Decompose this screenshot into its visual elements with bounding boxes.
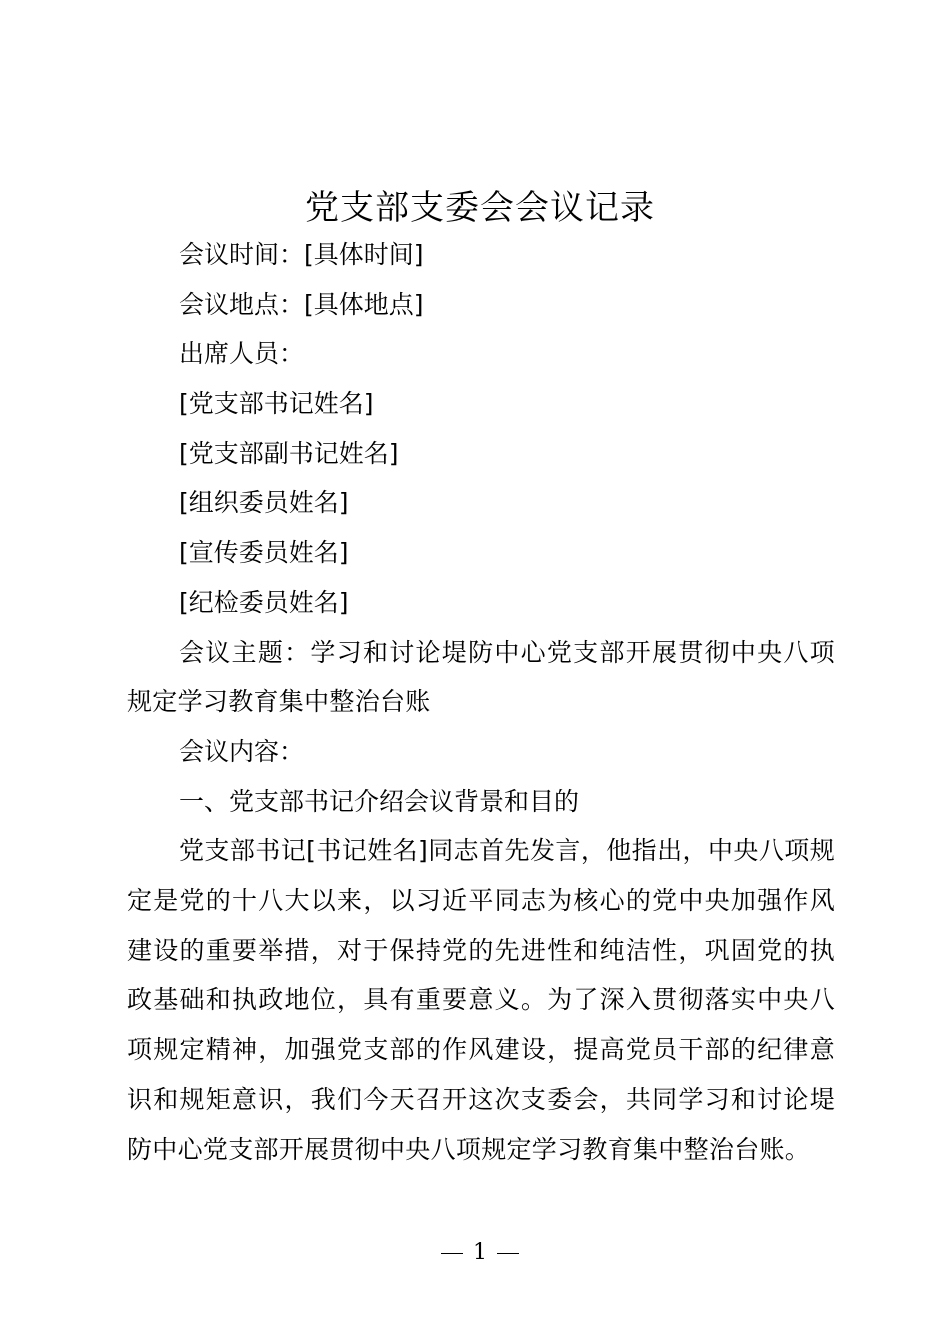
attendee-publicity-member: [宣传委员姓名] [179,538,349,568]
meeting-time: 会议时间：[具体时间] [179,240,424,269]
attendee-discipline-member: [纪检委员姓名] [179,587,349,617]
page-footer [0,1236,950,1270]
section-1-paragraph: 党支部书记[书记姓名]同志首先发言，他指出，中央八项规定是党的十八大以来，以习近平同志为核心的党中央加强作风建设的重要举措，对于保持党的先进性和纯洁性，巩固党的执政基础和执政地位，具有重要意义。为了深入贯彻落实中央八项规定精神，加强党支部的作风建设，提高党员干部的纪律意识和规矩意识，我们今天召开这次支委会，共同学习和讨论堤防中心党支部开展贯彻中央八项规定学习教育集中整治台账。 [127,836,835,1164]
page-number: 1 [473,1240,487,1265]
meeting-topic: 会议主题：学习和讨论堤防中心党支部开展贯彻中央八项规定学习教育集中整治台账 [127,637,835,717]
attendee-deputy-secretary: [党支部副书记姓名] [179,438,399,468]
document-body [127,230,835,1174]
footer-dash-left [441,1253,463,1254]
meeting-place: 会议地点：[具体地点] [179,289,424,319]
content-label: 会议内容： [179,736,305,766]
document-title: 党支部支委会会议记录 [305,188,655,228]
section-1-heading: 一、党支部书记介绍会议背景和目的 [179,786,580,816]
footer-dash-right [497,1253,519,1254]
attendee-organization-member: [组织委员姓名] [179,488,349,518]
attendee-secretary: [党支部书记姓名] [179,389,374,419]
attendees-label: 出席人员： [179,339,305,369]
